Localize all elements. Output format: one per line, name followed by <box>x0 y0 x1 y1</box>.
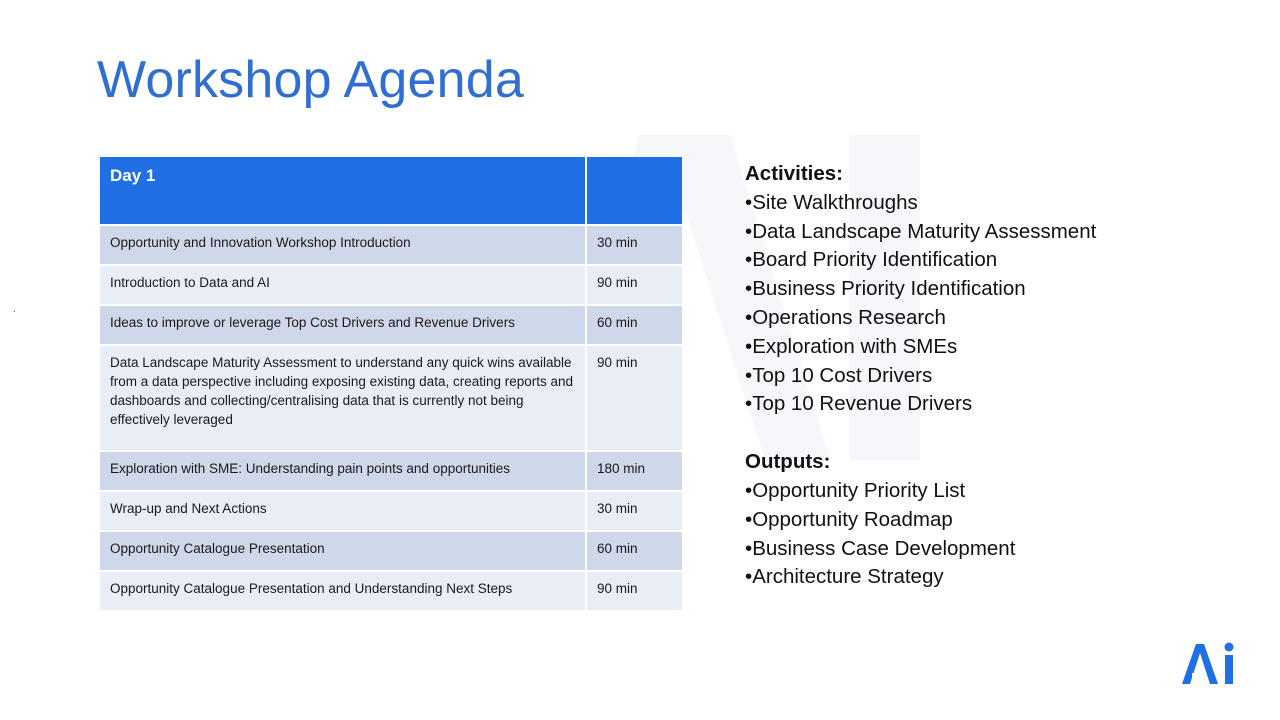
outputs-heading: Outputs: <box>745 450 831 474</box>
outputs-list <box>745 477 1245 592</box>
list-item: • Opportunity Roadmap <box>745 506 1245 535</box>
page-title: Workshop Agenda <box>97 51 524 109</box>
activities-heading: Activities: <box>745 162 843 185</box>
table-header-row <box>100 157 682 225</box>
activities-list <box>745 189 1245 419</box>
stray-mark: . <box>13 304 16 315</box>
activity-cell: Opportunity Catalogue Presentation <box>100 531 586 571</box>
activity-cell: Wrap-up and Next Actions <box>100 491 586 531</box>
duration-header <box>586 157 682 225</box>
activity-cell: Opportunity Catalogue Presentation and Understanding Next Steps <box>100 571 586 611</box>
table-row <box>100 265 682 305</box>
agenda-table <box>100 157 682 612</box>
list-item: • Board Priority Identification <box>745 246 1245 275</box>
activity-cell: Opportunity and Innovation Workshop Introduction <box>100 225 586 265</box>
duration-cell: 90 min <box>586 265 682 305</box>
table-row <box>100 305 682 345</box>
list-item: • Top 10 Revenue Drivers <box>745 390 1245 419</box>
ai-logo-icon <box>1180 640 1236 686</box>
side-panel <box>745 160 1245 592</box>
table-row <box>100 225 682 265</box>
activity-cell: Exploration with SME: Understanding pain points and opportunities <box>100 451 586 491</box>
list-item: • Opportunity Priority List <box>745 477 1245 506</box>
duration-cell: 60 min <box>586 305 682 345</box>
table-row <box>100 345 682 451</box>
duration-cell: 60 min <box>586 531 682 571</box>
list-item: • Operations Research <box>745 304 1245 333</box>
day-header: Day 1 <box>100 157 586 225</box>
list-item: • Business Priority Identification <box>745 275 1245 304</box>
list-item: • Architecture Strategy <box>745 563 1245 592</box>
list-item: • Top 10 Cost Drivers <box>745 362 1245 391</box>
duration-cell: 90 min <box>586 345 682 451</box>
list-item: • Data Landscape Maturity Assessment <box>745 218 1245 247</box>
activity-cell: Ideas to improve or leverage Top Cost Drivers and Revenue Drivers <box>100 305 586 345</box>
list-item: • Site Walkthroughs <box>745 189 1245 218</box>
duration-cell: 180 min <box>586 451 682 491</box>
duration-cell: 90 min <box>586 571 682 611</box>
section-spacer <box>745 419 1245 448</box>
table-row <box>100 571 682 611</box>
table-row <box>100 491 682 531</box>
activity-cell: Data Landscape Maturity Assessment to understand any quick wins available from a data perspective including exposing existing data, creating reports and dashboards and collecting/centralising data that is currently not being effectively leveraged <box>100 345 586 451</box>
list-item: • Exploration with SMEs <box>745 333 1245 362</box>
table-row <box>100 531 682 571</box>
list-item: • Business Case Development <box>745 535 1245 564</box>
table-row <box>100 451 682 491</box>
duration-cell: 30 min <box>586 225 682 265</box>
duration-cell: 30 min <box>586 491 682 531</box>
activity-cell: Introduction to Data and AI <box>100 265 586 305</box>
